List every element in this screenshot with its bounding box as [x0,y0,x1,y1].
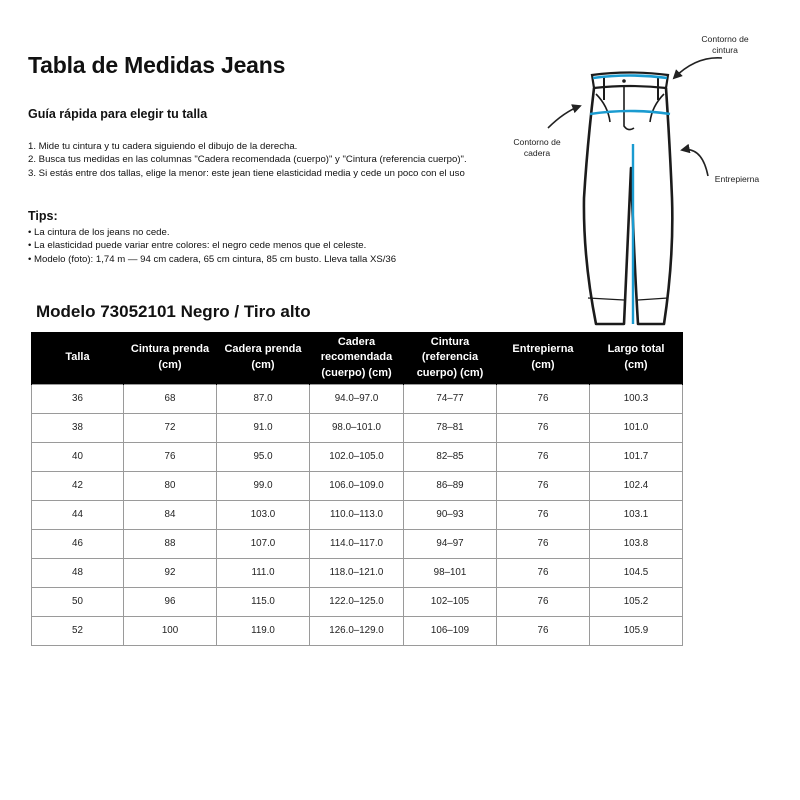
instruction-step: 2. Busca tus medidas en las columnas "Cadera recomendada (cuerpo)" y "Cintura (referencia cuerpo)". [28,154,467,166]
table-row [32,616,683,645]
table-cell: 114.0–117.0 [310,529,404,558]
table-cell: 99.0 [217,471,310,500]
table-cell: 110.0–113.0 [310,500,404,529]
table-cell: 78–81 [404,413,497,442]
hip-label [502,137,572,159]
table-cell: 44 [32,500,124,529]
tip-item: • Modelo (foto): 1,74 m — 94 cm cadera, 65 cm cintura, 85 cm busto. Lleva talla XS/36 [28,253,397,265]
jeans-outline [584,88,672,324]
hip-measure-line [590,111,670,114]
table-cell: 103.0 [217,500,310,529]
column-header-line: (cm) [531,358,555,371]
arrow-icon [548,106,580,128]
table-cell: 102.0–105.0 [310,442,404,471]
measurement-diagram [500,28,780,338]
column-header-line: Cadera [337,335,376,348]
table-cell: 88 [124,529,217,558]
table-cell: 80 [124,471,217,500]
page-title: Tabla de Medidas Jeans [28,52,286,78]
table-cell: 76 [497,442,590,471]
waist-label-line: cintura [712,45,738,55]
tip-item: • La cintura de los jeans no cede. [28,227,170,238]
column-header-line: Entrepierna [512,343,574,356]
table-cell: 84 [124,500,217,529]
table-cell: 76 [497,413,590,442]
table-cell: 119.0 [217,616,310,645]
table-cell: 98.0–101.0 [310,413,404,442]
table-row [32,500,683,529]
table-cell: 76 [497,587,590,616]
waist-label-line: Contorno de [701,34,749,44]
table-body [32,384,683,645]
table-cell: 76 [124,442,217,471]
tip-item: • La elasticidad puede variar entre colores: el negro cede menos que el celeste. [28,240,367,252]
waist-measure-line [593,76,667,79]
table-cell: 86–89 [404,471,497,500]
table-header-row [32,332,683,384]
column-header [590,332,683,384]
table-cell: 76 [497,529,590,558]
table-cell: 87.0 [217,384,310,413]
table-cell: 38 [32,413,124,442]
fly-seam [624,86,634,130]
arrow-icon [682,150,708,176]
column-header-line: recomendada [320,351,393,363]
hem-line [638,298,668,300]
table-cell: 40 [32,442,124,471]
table-cell: 36 [32,384,124,413]
table-cell: 103.1 [590,500,683,529]
table-cell: 106–109 [404,616,497,645]
column-header-line: Cadera prenda [224,343,302,356]
column-header-line: (cm) [251,358,275,371]
column-header-line: cuerpo) (cm) [416,366,484,379]
column-header-line: Cintura [430,335,470,348]
column-header-line: Talla [65,351,90,363]
table-cell: 94.0–97.0 [310,384,404,413]
table-row [32,384,683,413]
table-cell: 42 [32,471,124,500]
column-header-line: (cm) [624,358,648,371]
table-cell: 102–105 [404,587,497,616]
table-cell: 115.0 [217,587,310,616]
column-header-line: (cm) [158,358,182,371]
table-cell: 50 [32,587,124,616]
waist-label [690,34,760,56]
table-cell: 105.2 [590,587,683,616]
size-chart-table [31,332,683,646]
table-cell: 94–97 [404,529,497,558]
table-cell: 98–101 [404,558,497,587]
table-cell: 76 [497,500,590,529]
table-cell: 118.0–121.0 [310,558,404,587]
table-row [32,442,683,471]
table-cell: 105.9 [590,616,683,645]
model-heading: Modelo 73052101 Negro / Tiro alto [36,302,311,321]
table-cell: 48 [32,558,124,587]
column-header-line: Cintura prenda [130,343,210,356]
column-header [124,332,217,384]
table-cell: 76 [497,384,590,413]
instructions-list [28,140,467,180]
table-cell: 102.4 [590,471,683,500]
hem-line [588,298,624,300]
column-header [217,332,310,384]
table-cell: 95.0 [217,442,310,471]
column-header-line: (referencia [421,351,479,363]
inseam-label: Entrepierna [714,174,760,184]
table-row [32,587,683,616]
table-cell: 52 [32,616,124,645]
table-cell: 92 [124,558,217,587]
table-cell: 100 [124,616,217,645]
tips-heading: Tips: [28,209,58,223]
table-cell: 104.5 [590,558,683,587]
table-cell: 46 [32,529,124,558]
table-cell: 74–77 [404,384,497,413]
table-cell: 76 [497,616,590,645]
column-header-line: Largo total [607,343,665,356]
table-cell: 68 [124,384,217,413]
column-header [310,332,404,384]
table-cell: 111.0 [217,558,310,587]
page-subtitle: Guía rápida para elegir tu talla [28,107,208,121]
table-cell: 122.0–125.0 [310,587,404,616]
table-cell: 126.0–129.0 [310,616,404,645]
table-row [32,413,683,442]
table-cell: 96 [124,587,217,616]
table-cell: 90–93 [404,500,497,529]
table-cell: 72 [124,413,217,442]
button-icon [622,79,626,83]
table-cell: 82–85 [404,442,497,471]
table-cell: 101.7 [590,442,683,471]
arrow-icon [674,58,722,78]
table-cell: 106.0–109.0 [310,471,404,500]
column-header [404,332,497,384]
table-cell: 100.3 [590,384,683,413]
table-row [32,529,683,558]
column-header-line: (cuerpo) (cm) [321,366,392,379]
tips-list [28,226,396,266]
column-header [497,332,590,384]
table-cell: 101.0 [590,413,683,442]
table-cell: 107.0 [217,529,310,558]
table-row [32,471,683,500]
hip-label-line: cadera [523,148,551,158]
instruction-step: 3. Si estás entre dos tallas, elige la menor: este jean tiene elasticidad media y cede un poco con el uso [28,167,465,179]
table-cell: 76 [497,558,590,587]
hip-label-line: Contorno de [513,137,561,147]
instruction-step: 1. Mide tu cintura y tu cadera siguiendo el dibujo de la derecha. [28,141,298,152]
table-cell: 91.0 [217,413,310,442]
table-cell: 103.8 [590,529,683,558]
column-header [32,332,124,384]
table-row [32,558,683,587]
table-cell: 76 [497,471,590,500]
